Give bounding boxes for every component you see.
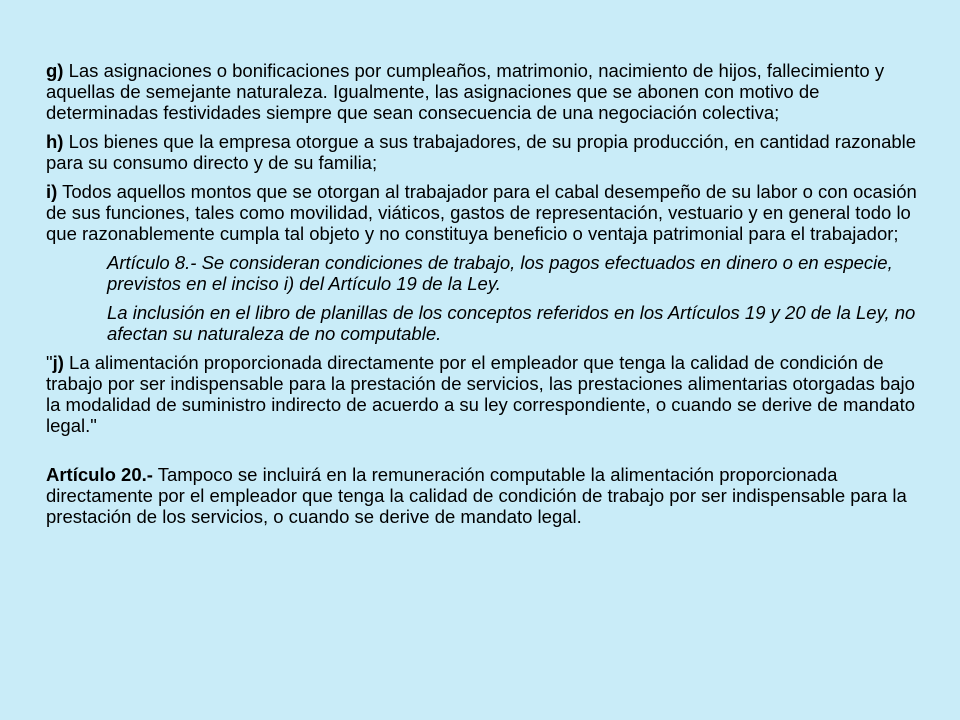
inclusion-text: La inclusión en el libro de planillas de los conceptos referidos en los Artículos 19 y 20 de la Ley, no afectan su naturaleza de no computable. bbox=[107, 302, 916, 344]
item-label-j: j) bbox=[52, 352, 64, 373]
paragraph-h bbox=[46, 131, 918, 173]
paragraph-g bbox=[46, 60, 918, 123]
slide-body bbox=[46, 60, 918, 535]
item-label-g: g) bbox=[46, 60, 64, 81]
open-quote: " bbox=[46, 352, 53, 373]
item-label-i: i) bbox=[46, 181, 58, 202]
paragraph-articulo-8 bbox=[46, 252, 918, 294]
paragraph-i bbox=[46, 181, 918, 244]
item-text-i: Todos aquellos montos que se otorgan al trabajador para el cabal desempeño de su labor o con ocasión de sus funciones, tales como movilidad, viáticos, gastos de representación, vestuario y en general todo lo que razonablemente cumpla tal objeto y no constituya beneficio o ventaja patrimonial para el trabajador; bbox=[46, 181, 917, 244]
item-text-h: Los bienes que la empresa otorgue a sus trabajadores, de su propia producción, en cantidad razonable para su consumo directo y de su familia; bbox=[46, 131, 917, 173]
paragraph-articulo-20 bbox=[46, 464, 918, 527]
item-text-j: La alimentación proporcionada directamente por el empleador que tenga la calidad de condición de trabajo por ser indispensable para la prestación de servicios, las prestaciones alimentarias otorgadas bajo la modalidad de suministro indirecto de acuerdo a su ley correspondiente, o cuando se derive de mandato legal." bbox=[46, 352, 916, 436]
paragraph-j bbox=[46, 352, 918, 436]
paragraph-inclusion bbox=[46, 302, 918, 344]
articulo-8-text: Artículo 8.- Se consideran condiciones de trabajo, los pagos efectuados en dinero o en especie, previstos en el inciso i) del Artículo 19 de la Ley. bbox=[107, 252, 893, 294]
item-text-g: Las asignaciones o bonificaciones por cumpleaños, matrimonio, nacimiento de hijos, fallecimiento y aquellas de semejante naturaleza. Igualmente, las asignaciones que se abonen con motivo de determinadas festividades siempre que sean consecuencia de una negociación colectiva; bbox=[46, 60, 885, 123]
articulo-20-text: Tampoco se incluirá en la remuneración computable la alimentación proporcionada directamente por el empleador que tenga la calidad de condición de trabajo por ser indispensable para la prestación de los servicios, o cuando se derive de mandato legal. bbox=[46, 464, 907, 527]
articulo-20-label: Artículo 20.- bbox=[46, 464, 153, 485]
item-label-h: h) bbox=[46, 131, 64, 152]
